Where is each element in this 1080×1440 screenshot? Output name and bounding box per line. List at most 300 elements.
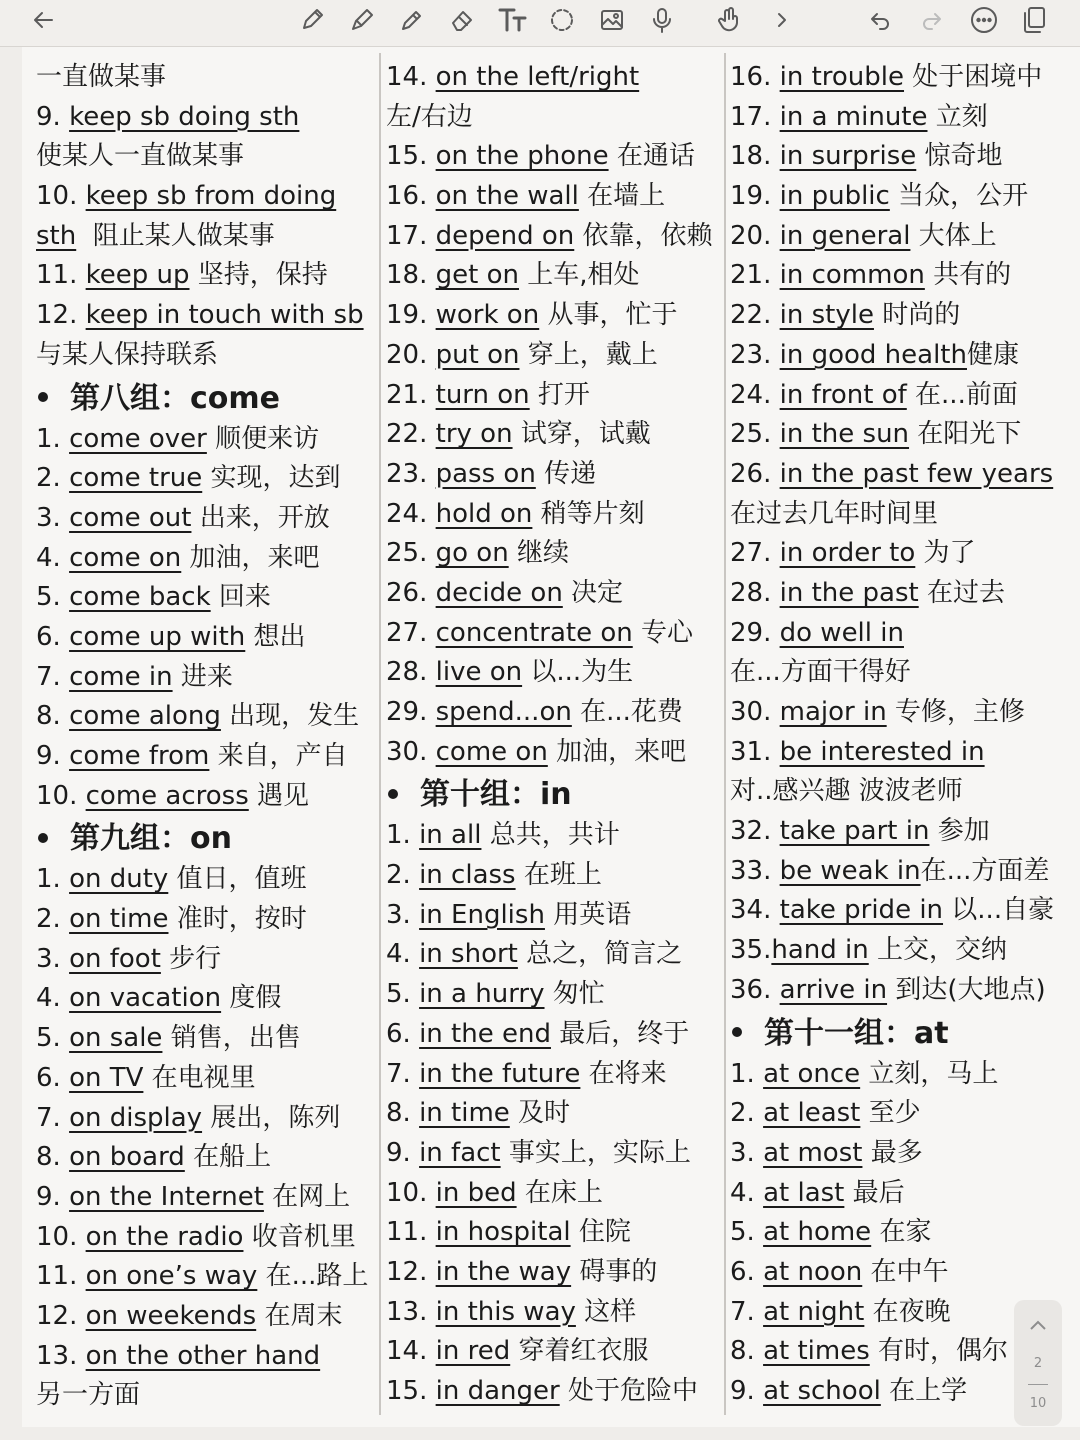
phrase-meaning: 立刻，马上 bbox=[860, 1058, 999, 1089]
column-1 bbox=[36, 58, 378, 1416]
phrase-entry bbox=[730, 455, 1080, 495]
phrase-text: in English bbox=[419, 899, 545, 930]
bullet-icon bbox=[38, 392, 48, 402]
entry-number: 6. bbox=[386, 1018, 420, 1049]
phrase-text: in all bbox=[419, 820, 482, 851]
entry-number: 4. bbox=[386, 939, 420, 970]
phrase-entry bbox=[36, 900, 378, 940]
note-page bbox=[22, 47, 1080, 1427]
section-heading bbox=[36, 376, 378, 420]
phrase-meaning: 在船上 bbox=[184, 1142, 272, 1173]
phrase-entry bbox=[36, 177, 378, 217]
phrase-meaning: 当众，公开 bbox=[889, 181, 1029, 212]
phrase-meaning: 最后 bbox=[844, 1177, 905, 1208]
phrase-entry bbox=[386, 137, 722, 177]
entry-number: 4. bbox=[36, 542, 70, 573]
text-icon[interactable] bbox=[492, 2, 534, 38]
phrase-entry bbox=[386, 1213, 722, 1253]
phrase-text: be weak in bbox=[779, 855, 921, 886]
phrase-meaning: 在墙上 bbox=[578, 181, 666, 212]
entry-number: 3. bbox=[36, 943, 70, 974]
phrase-text: get on bbox=[435, 260, 519, 291]
phrase-meaning: 在...路上 bbox=[257, 1261, 369, 1292]
entry-number: 4. bbox=[730, 1177, 764, 1208]
phrase-text: keep in touch with sb bbox=[85, 300, 364, 331]
phrase-entry bbox=[386, 614, 722, 654]
phrase-text: come across bbox=[85, 780, 249, 811]
phrase-entry bbox=[36, 860, 378, 900]
phrase-meaning: 健康 bbox=[966, 339, 1019, 370]
page-indicator[interactable] bbox=[1014, 1300, 1062, 1426]
phrase-text: come out bbox=[69, 502, 192, 533]
phrase-meaning: 在周末 bbox=[256, 1300, 343, 1331]
phrase-entry bbox=[36, 1099, 378, 1139]
phrase-entry bbox=[386, 58, 722, 98]
phrase-entry bbox=[730, 336, 1080, 376]
entry-number: 3. bbox=[36, 502, 70, 533]
phrase-text: at last bbox=[763, 1177, 845, 1208]
entry-number: 17. bbox=[730, 101, 780, 132]
phrase-meaning: 想出 bbox=[245, 621, 306, 652]
entry-number: 32. bbox=[730, 816, 780, 847]
phrase-entry bbox=[730, 534, 1080, 574]
entry-number: 14. bbox=[386, 1336, 436, 1367]
phrase-entry bbox=[386, 177, 722, 217]
phrase-text: turn on bbox=[435, 379, 530, 410]
entry-number: 5. bbox=[36, 1023, 70, 1054]
phrase-meaning: 事实上，实际上 bbox=[500, 1137, 691, 1168]
phrase-entry bbox=[386, 1372, 722, 1412]
entry-number: 9. bbox=[36, 741, 70, 771]
phrase-entry bbox=[36, 1297, 378, 1337]
phrase-meaning: 参加 bbox=[929, 816, 990, 847]
entry-number: 35. bbox=[730, 935, 772, 966]
phrase-text: come from bbox=[69, 741, 210, 771]
phrase-text: in front of bbox=[779, 379, 907, 410]
entry-number: 6. bbox=[730, 1256, 764, 1287]
phrase-meaning: 实现，达到 bbox=[202, 463, 341, 494]
phrase-entry bbox=[36, 1138, 378, 1178]
phrase-meaning: 最多 bbox=[862, 1137, 923, 1168]
phrase-meaning: 穿着红衣服 bbox=[510, 1336, 649, 1367]
entry-number: 12. bbox=[36, 1300, 86, 1331]
phrase-text: in a minute bbox=[779, 101, 928, 132]
entry-number: 8. bbox=[36, 1142, 70, 1173]
phrase-meaning: 专修，主修 bbox=[886, 697, 1025, 727]
undo-icon[interactable] bbox=[862, 2, 898, 38]
phrase-meaning: 在...花费 bbox=[571, 697, 683, 727]
phrase-meaning: 展出，陈列 bbox=[202, 1102, 341, 1133]
phrase-text: in surprise bbox=[779, 141, 917, 172]
phrase-text: in trouble bbox=[779, 62, 905, 92]
entry-number: 22. bbox=[386, 419, 436, 450]
entry-number: 11. bbox=[386, 1217, 436, 1248]
phrase-entry bbox=[386, 1293, 722, 1333]
phrase-meaning: 度假 bbox=[221, 983, 282, 1014]
phrase-text: hold on bbox=[435, 498, 533, 529]
phrase-text: in time bbox=[419, 1098, 510, 1129]
phrase-meaning: 处于危险中 bbox=[559, 1376, 698, 1406]
phrase-entry bbox=[386, 653, 722, 693]
entry-number: 19. bbox=[730, 181, 780, 212]
column-divider bbox=[724, 53, 726, 1415]
phrase-meaning: 准时，按时 bbox=[168, 904, 307, 935]
entry-number: 3. bbox=[730, 1137, 764, 1168]
phrase-meaning: 值日，值班 bbox=[168, 864, 307, 895]
phrase-meaning: 至少 bbox=[860, 1098, 921, 1129]
phrase-entry bbox=[36, 1059, 378, 1099]
phrase-entry bbox=[386, 1174, 722, 1214]
phrase-meaning: 加油，来吧 bbox=[547, 736, 687, 767]
phrase-entry bbox=[36, 256, 378, 296]
phrase-meaning: 用英语 bbox=[544, 899, 632, 930]
phrase-entry bbox=[386, 935, 722, 975]
phrase-entry bbox=[386, 534, 722, 574]
section-heading bbox=[36, 816, 378, 860]
section-heading bbox=[730, 1011, 1080, 1055]
entry-number: 27. bbox=[730, 538, 780, 569]
phrase-meaning: 时尚的 bbox=[873, 300, 961, 331]
phrase-text: in the future bbox=[419, 1058, 581, 1089]
phrase-entry bbox=[36, 420, 378, 460]
meaning-line: 使某人一直做某事 bbox=[36, 141, 245, 172]
phrase-entry bbox=[36, 98, 378, 138]
phrase-entry bbox=[386, 975, 722, 1015]
phrase-meaning: 在网上 bbox=[263, 1181, 351, 1212]
entry-number: 7. bbox=[386, 1058, 420, 1089]
phrase-entry bbox=[36, 1218, 378, 1258]
phrase-meaning: 出现，发生 bbox=[220, 701, 360, 732]
phrase-entry bbox=[386, 816, 722, 856]
pages-icon[interactable] bbox=[1016, 2, 1052, 38]
phrase-meaning: 到达(大地点) bbox=[887, 974, 1046, 1005]
phrase-meaning: 从事，忙于 bbox=[539, 300, 678, 331]
phrase-text: on display bbox=[69, 1102, 203, 1133]
phrase-entry bbox=[36, 1257, 378, 1297]
phrase-meaning: 惊奇地 bbox=[916, 141, 1003, 172]
entry-number: 6. bbox=[36, 621, 70, 652]
phrase-text: try on bbox=[435, 419, 513, 450]
phrase-text: come on bbox=[69, 542, 182, 573]
phrase-entry bbox=[36, 658, 378, 698]
phrase-entry bbox=[36, 578, 378, 618]
phrase-text: come on bbox=[435, 736, 548, 767]
entry-number: 24. bbox=[730, 379, 780, 410]
entry-number: 16. bbox=[730, 62, 780, 92]
phrase-entry bbox=[730, 931, 1080, 971]
phrase-entry bbox=[386, 574, 722, 614]
entry-number: 36. bbox=[730, 974, 780, 1005]
phrase-entry bbox=[730, 1174, 1080, 1214]
phrase-text: at times bbox=[763, 1336, 870, 1367]
phrase-entry bbox=[730, 296, 1080, 336]
phrase-text: spend...on bbox=[435, 697, 572, 727]
phrase-text: at school bbox=[763, 1376, 881, 1406]
entry-number: 18. bbox=[386, 260, 436, 291]
phrase-text: come along bbox=[69, 701, 221, 732]
phrase-meaning: 立刻 bbox=[927, 101, 988, 132]
entry-number: 11. bbox=[36, 1261, 86, 1292]
lasso-icon[interactable] bbox=[542, 2, 582, 38]
phrase-meaning: 打开 bbox=[529, 379, 590, 410]
phrase-text: concentrate on bbox=[435, 617, 633, 648]
phrase-text: in red bbox=[435, 1336, 511, 1367]
phrase-entry bbox=[386, 256, 722, 296]
entry-number: 25. bbox=[386, 538, 436, 569]
phrase-text: on vacation bbox=[69, 983, 222, 1014]
entry-number: 9. bbox=[386, 1137, 420, 1168]
phrase-meaning: 最后，终于 bbox=[550, 1018, 690, 1049]
phrase-entry bbox=[730, 574, 1080, 614]
phrase-meaning: 遇见 bbox=[248, 780, 310, 811]
entry-number: 10. bbox=[36, 1221, 86, 1252]
phrase-text: work on bbox=[435, 300, 540, 331]
phrase-text: come in bbox=[69, 661, 173, 692]
phrase-entry bbox=[36, 979, 378, 1019]
entry-number: 9. bbox=[36, 1181, 70, 1212]
phrase-text: arrive in bbox=[779, 974, 888, 1005]
phrase-meaning: 上车,相处 bbox=[518, 260, 640, 291]
meaning-line: 左/右边 bbox=[386, 101, 473, 132]
phrase-text: in class bbox=[419, 860, 516, 891]
section-title: 第十组：in bbox=[420, 777, 572, 813]
phrase-text: come back bbox=[69, 582, 211, 613]
phrase-meaning: 试穿，试戴 bbox=[512, 419, 651, 450]
phrase-meaning: 顺便来访 bbox=[206, 423, 320, 454]
phrase-text: come true bbox=[69, 463, 203, 494]
entry-number: 19. bbox=[386, 300, 436, 331]
entry-number: 29. bbox=[730, 617, 780, 648]
phrase-meaning: 共有的 bbox=[924, 260, 1012, 291]
phrase-entry bbox=[730, 1055, 1080, 1095]
phrase-meaning: 继续 bbox=[508, 538, 569, 569]
meaning-line: 一直做某事 bbox=[36, 62, 167, 92]
entry-number: 17. bbox=[386, 220, 436, 251]
phrase-meaning: 处于困境中 bbox=[904, 62, 1043, 92]
page-separator bbox=[1028, 1384, 1048, 1385]
phrase-entry bbox=[386, 1134, 722, 1174]
phrase-meaning: 以...为生 bbox=[522, 657, 634, 688]
phrase-entry bbox=[36, 296, 378, 336]
entry-number: 20. bbox=[386, 339, 436, 370]
phrase-entry bbox=[386, 455, 722, 495]
entry-number: 1. bbox=[386, 820, 420, 851]
phrase-text: keep up bbox=[85, 260, 190, 291]
phrase-text: sth bbox=[36, 220, 77, 251]
phrase-text: in the past few years bbox=[779, 458, 1054, 489]
phrase-text: in order to bbox=[779, 538, 916, 569]
phrase-entry bbox=[386, 415, 722, 455]
highlighter-icon[interactable] bbox=[342, 2, 382, 38]
phrase-text: in good health bbox=[779, 339, 967, 370]
entry-number: 15. bbox=[386, 141, 436, 172]
entry-number: 23. bbox=[386, 458, 436, 489]
entry-number: 5. bbox=[730, 1217, 764, 1248]
entry-number: 11. bbox=[36, 260, 86, 291]
bullet-icon bbox=[732, 1027, 742, 1037]
phrase-text: in common bbox=[779, 260, 925, 291]
entry-number: 10. bbox=[36, 181, 86, 212]
phrase-meaning: 在电视里 bbox=[143, 1062, 256, 1093]
phrase-entry bbox=[386, 1253, 722, 1293]
phrase-meaning: 总共，共计 bbox=[481, 820, 620, 851]
phrase-text: take part in bbox=[779, 816, 930, 847]
phrase-entry bbox=[730, 693, 1080, 733]
entry-number: 1. bbox=[36, 423, 70, 454]
phrase-entry bbox=[730, 1134, 1080, 1174]
marker-icon[interactable] bbox=[392, 2, 432, 38]
phrase-meaning: 在将来 bbox=[580, 1058, 667, 1089]
phrase-meaning: 穿上，戴上 bbox=[519, 339, 658, 370]
phrase-text: in a hurry bbox=[419, 979, 545, 1010]
entry-number: 4. bbox=[36, 983, 70, 1014]
entry-number: 13. bbox=[36, 1340, 86, 1371]
total-pages: 10 bbox=[1029, 1396, 1047, 1411]
phrase-meaning: 在通话 bbox=[608, 141, 695, 172]
redo-icon[interactable] bbox=[914, 2, 950, 38]
phrase-text: on weekends bbox=[85, 1300, 257, 1331]
phrase-meaning: 收音机里 bbox=[243, 1221, 356, 1252]
phrase-entry bbox=[36, 499, 378, 539]
phrase-entry bbox=[386, 856, 722, 896]
back-arrow-icon[interactable] bbox=[26, 2, 62, 38]
phrase-meaning: 回来 bbox=[210, 582, 271, 613]
phrase-text: put on bbox=[435, 339, 520, 370]
phrase-text: at once bbox=[763, 1058, 861, 1089]
chevron-right-icon[interactable] bbox=[764, 2, 800, 38]
phrase-text: in hospital bbox=[435, 1217, 571, 1248]
phrase-entry bbox=[36, 618, 378, 658]
eraser-icon[interactable] bbox=[442, 2, 482, 38]
phrase-text: at home bbox=[763, 1217, 872, 1248]
phrase-entry bbox=[386, 733, 722, 773]
phrase-text: pass on bbox=[435, 458, 536, 489]
phrase-meaning: 在...前面 bbox=[906, 379, 1018, 410]
column-2 bbox=[386, 58, 722, 1412]
phrase-meaning: 总之，简言之 bbox=[517, 939, 683, 970]
phrase-meaning: 这样 bbox=[575, 1296, 637, 1327]
entry-number: 13. bbox=[386, 1296, 436, 1327]
entry-number: 1. bbox=[36, 864, 70, 895]
section-title: 第九组：on bbox=[70, 821, 232, 857]
phrase-entry bbox=[36, 217, 378, 257]
entry-number: 15. bbox=[386, 1376, 436, 1406]
phrase-meaning: 在...方面差 bbox=[920, 855, 1050, 886]
entry-number: 30. bbox=[730, 697, 780, 727]
phrase-meaning: 上交，交纳 bbox=[868, 935, 1007, 966]
phrase-entry bbox=[36, 777, 378, 817]
bullet-icon bbox=[38, 833, 48, 843]
entry-number: 27. bbox=[386, 617, 436, 648]
phrase-entry bbox=[36, 940, 378, 980]
column-divider bbox=[379, 53, 381, 1415]
pen-icon[interactable] bbox=[292, 2, 332, 38]
meaning-line: 对..感兴趣 波波老师 bbox=[730, 776, 963, 807]
entry-number: 29. bbox=[386, 697, 436, 727]
entry-number: 3. bbox=[386, 899, 420, 930]
phrase-text: on sale bbox=[69, 1023, 163, 1054]
phrase-entry bbox=[386, 1015, 722, 1055]
phrase-entry bbox=[36, 697, 378, 737]
phrase-entry bbox=[730, 58, 1080, 98]
phrase-entry bbox=[730, 137, 1080, 177]
entry-number: 20. bbox=[730, 220, 780, 251]
phrase-meaning: 加油，来吧 bbox=[181, 542, 320, 573]
phrase-text: go on bbox=[435, 538, 509, 569]
entry-number: 8. bbox=[36, 701, 70, 732]
entry-number: 8. bbox=[386, 1098, 420, 1129]
phrase-text: on TV bbox=[69, 1062, 144, 1093]
phrase-meaning: 在上学 bbox=[880, 1376, 968, 1406]
phrase-text: be interested in bbox=[779, 736, 985, 767]
phrase-text: on the wall bbox=[435, 181, 579, 212]
entry-number: 12. bbox=[36, 300, 86, 331]
phrase-meaning: 坚持，保持 bbox=[189, 260, 328, 291]
phrase-text: in this way bbox=[435, 1296, 576, 1327]
phrase-meaning: 在家 bbox=[871, 1217, 932, 1248]
phrase-meaning: 步行 bbox=[160, 943, 222, 974]
entry-number: 18. bbox=[730, 141, 780, 172]
entry-number: 31. bbox=[730, 736, 780, 767]
phrase-meaning: 在过去 bbox=[918, 577, 1005, 608]
image-icon[interactable] bbox=[592, 2, 632, 38]
phrase-meaning: 来自，产自 bbox=[209, 741, 348, 771]
current-page: 2 bbox=[1033, 1356, 1043, 1371]
phrase-entry bbox=[386, 296, 722, 336]
entry-number: 28. bbox=[730, 577, 780, 608]
entry-number: 25. bbox=[730, 419, 780, 450]
phrase-text: on the left/right bbox=[435, 62, 640, 92]
entry-number: 7. bbox=[36, 661, 70, 692]
phrase-entry bbox=[386, 1055, 722, 1095]
gesture-icon[interactable] bbox=[710, 2, 750, 38]
phrase-meaning: 专心 bbox=[632, 617, 693, 648]
entry-number: 2. bbox=[36, 904, 70, 935]
phrase-text: in the end bbox=[419, 1018, 551, 1049]
entry-number: 9. bbox=[36, 101, 70, 132]
phrase-text: on the phone bbox=[435, 141, 609, 172]
phrase-entry bbox=[36, 1178, 378, 1218]
microphone-icon[interactable] bbox=[642, 2, 682, 38]
entry-number: 6. bbox=[36, 1062, 70, 1093]
phrase-text: on time bbox=[69, 904, 169, 935]
entry-number: 16. bbox=[386, 181, 436, 212]
section-heading bbox=[386, 772, 722, 816]
entry-number: 9. bbox=[730, 1376, 764, 1406]
phrase-text: in public bbox=[779, 181, 890, 212]
phrase-meaning: 在中午 bbox=[862, 1256, 949, 1287]
phrase-text: depend on bbox=[435, 220, 575, 251]
phrase-entry bbox=[386, 1332, 722, 1372]
phrase-text: in general bbox=[779, 220, 911, 251]
entry-number: 8. bbox=[730, 1336, 764, 1367]
meaning-line: 与某人保持联系 bbox=[36, 339, 219, 370]
phrase-entry bbox=[730, 376, 1080, 416]
entry-number: 23. bbox=[730, 339, 780, 370]
phrase-entry bbox=[386, 896, 722, 936]
entry-number: 5. bbox=[36, 582, 70, 613]
phrase-meaning: 出来，开放 bbox=[191, 502, 330, 533]
entry-number: 26. bbox=[730, 458, 780, 489]
phrase-text: in the past bbox=[779, 577, 919, 608]
phrase-text: live on bbox=[435, 657, 523, 688]
phrase-meaning: 稍等片刻 bbox=[532, 498, 645, 529]
section-title: 第十一组：at bbox=[764, 1015, 949, 1051]
entry-number: 1. bbox=[730, 1058, 764, 1089]
phrase-text: at noon bbox=[763, 1256, 863, 1287]
more-icon[interactable] bbox=[966, 2, 1002, 38]
chevron-up-icon[interactable] bbox=[1028, 1318, 1048, 1336]
